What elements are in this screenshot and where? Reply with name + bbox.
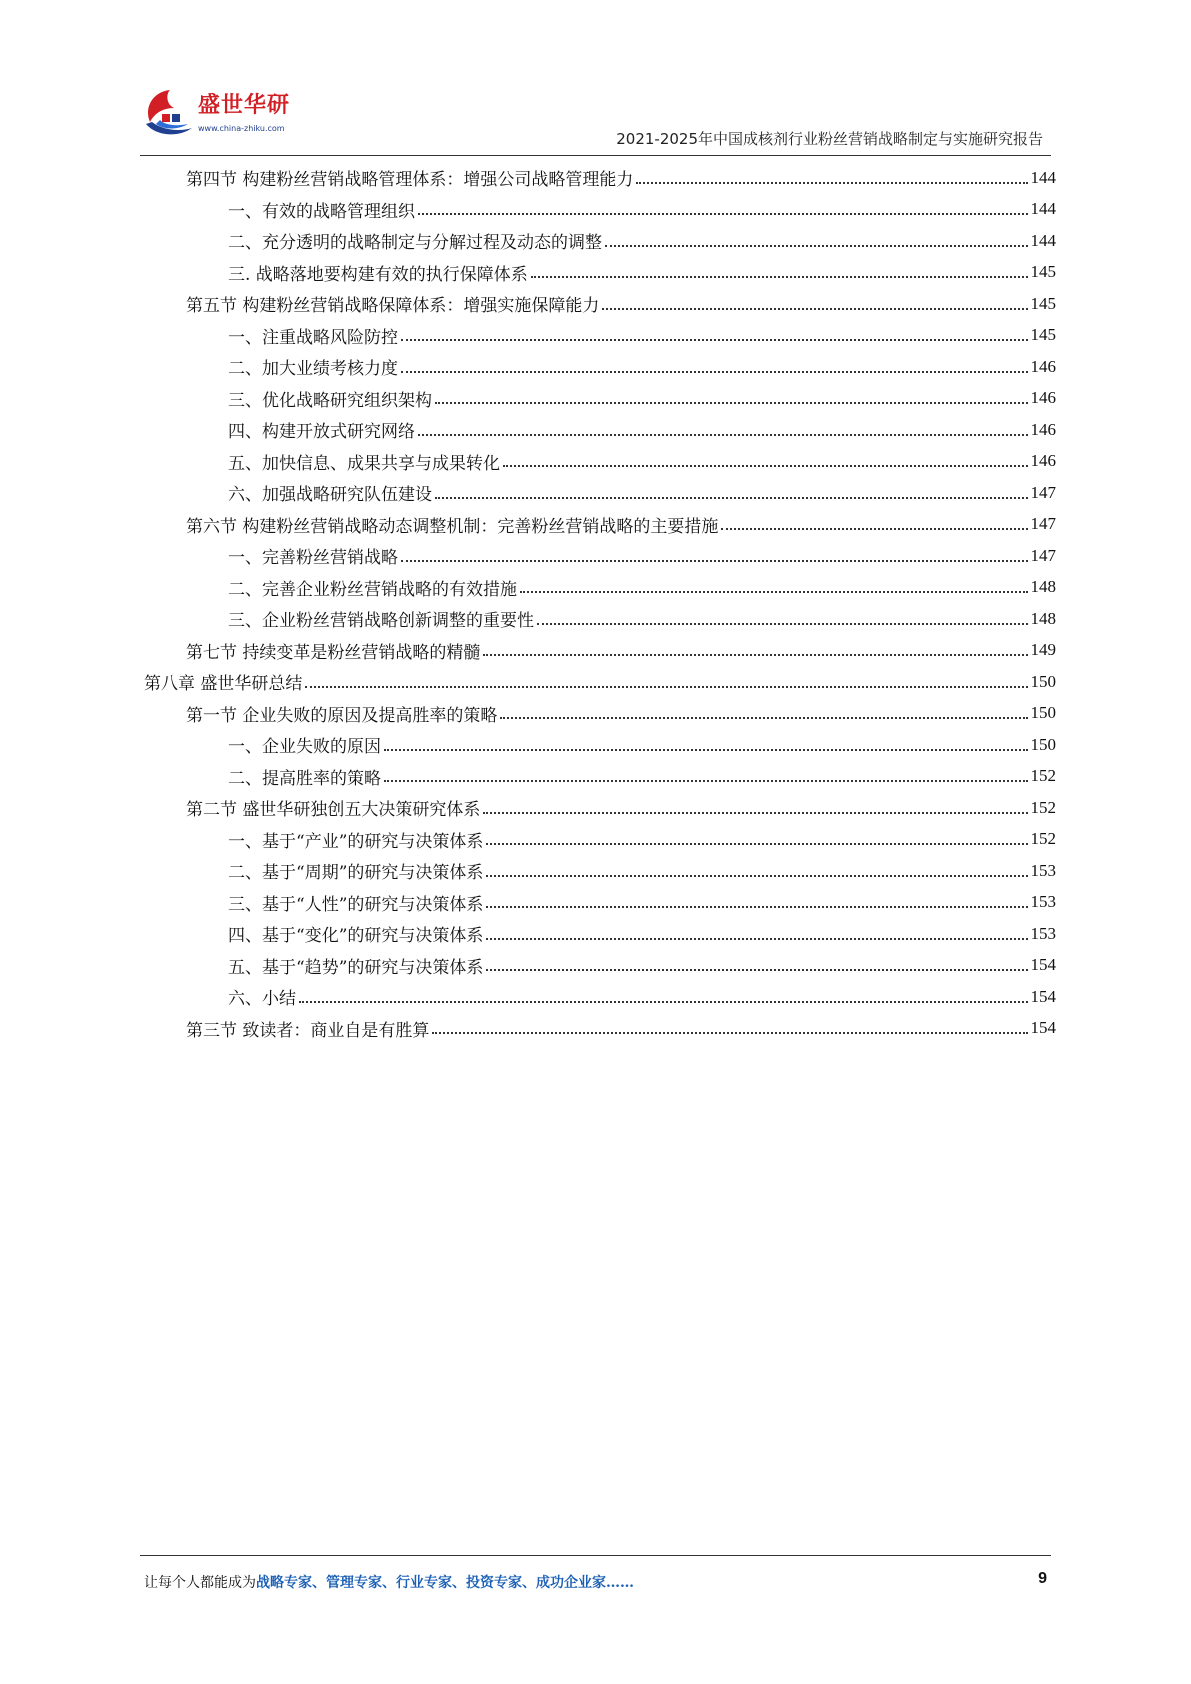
logo-text: 盛世华研 [198,93,291,118]
toc-dot-leader [602,308,1027,310]
toc-entry-page: 145 [1030,293,1056,313]
toc-entry-page: 144 [1030,199,1056,219]
toc-entry[interactable] [144,162,1056,194]
table-of-contents [144,162,1056,1044]
toc-dot-leader [537,623,1028,625]
toc-entry-page: 152 [1030,829,1056,849]
toc-entry[interactable] [144,225,1056,257]
toc-entry-label: 第五节 构建粉丝营销战略保障体系：增强实施保障能力 [186,296,600,317]
toc-entry-label: 第三节 致读者：商业自是有胜算 [186,1020,430,1041]
toc-entry[interactable] [144,540,1056,572]
toc-dot-leader [486,875,1027,877]
header-divider [140,155,1051,156]
toc-entry-page: 147 [1030,545,1056,565]
toc-entry[interactable] [144,950,1056,982]
toc-entry-page: 145 [1030,325,1056,345]
toc-entry[interactable] [144,509,1056,541]
toc-entry-label: 三、优化战略研究组织架构 [228,390,432,411]
toc-entry-page: 146 [1030,388,1056,408]
toc-dot-leader [520,591,1028,593]
toc-entry-label: 二、基于“周期”的研究与决策体系 [228,863,484,884]
toc-dot-leader [605,245,1028,247]
toc-entry-page: 147 [1030,514,1056,534]
toc-entry-page: 150 [1030,703,1056,723]
toc-entry-label: 二、提高胜率的策略 [228,768,381,789]
toc-entry-page: 144 [1030,230,1056,250]
toc-entry-page: 150 [1030,671,1056,691]
toc-entry[interactable] [144,824,1056,856]
toc-entry-page: 149 [1030,640,1056,660]
toc-entry-label: 五、加快信息、成果共享与成果转化 [228,453,500,474]
toc-entry[interactable] [144,351,1056,383]
toc-entry-label: 四、构建开放式研究网络 [228,422,415,443]
toc-entry[interactable] [144,194,1056,226]
toc-entry-page: 154 [1030,955,1056,975]
toc-dot-leader [500,717,1027,719]
toc-entry[interactable] [144,855,1056,887]
toc-entry[interactable] [144,383,1056,415]
toc-dot-leader [486,969,1027,971]
toc-entry-label: 一、企业失败的原因 [228,737,381,758]
toc-entry[interactable] [144,981,1056,1013]
toc-entry-page: 148 [1030,608,1056,628]
toc-entry-label: 三、基于“人性”的研究与决策体系 [228,894,484,915]
toc-entry[interactable] [144,320,1056,352]
toc-entry[interactable] [144,918,1056,950]
toc-entry-page: 148 [1030,577,1056,597]
logo-url: www.china-zhiku.com [198,124,285,133]
toc-entry-label: 六、加强战略研究队伍建设 [228,485,432,506]
toc-entry-label: 六、小结 [228,989,296,1010]
footer-slogan [144,1572,634,1592]
toc-entry-page: 153 [1030,892,1056,912]
toc-entry-page: 145 [1030,262,1056,282]
toc-entry[interactable] [144,477,1056,509]
toc-entry-label: 第四节 构建粉丝营销战略管理体系：增强公司战略管理能力 [186,170,634,191]
toc-dot-leader [435,402,1028,404]
toc-dot-leader [384,780,1028,782]
footer-slogan-highlight: 战略专家、管理专家、行业专家、投资专家、成功企业家…… [256,1575,634,1591]
toc-dot-leader [418,434,1028,436]
page-number: 9 [1038,1570,1047,1587]
toc-entry-page: 152 [1030,766,1056,786]
toc-entry-label: 四、基于“变化”的研究与决策体系 [228,926,484,947]
toc-entry-page: 153 [1030,923,1056,943]
toc-entry[interactable] [144,761,1056,793]
toc-entry-page: 146 [1030,451,1056,471]
toc-entry-label: 三. 战略落地要构建有效的执行保障体系 [228,264,528,285]
toc-entry-label: 五、基于“趋势”的研究与决策体系 [228,957,484,978]
toc-dot-leader [483,812,1027,814]
toc-entry[interactable] [144,635,1056,667]
toc-entry-page: 146 [1030,419,1056,439]
toc-dot-leader [299,1001,1028,1003]
footer-slogan-prefix: 让每个人都能成为 [144,1575,256,1591]
toc-entry-label: 第一节 企业失败的原因及提高胜率的策略 [186,705,498,726]
report-title: 2021-2025年中国成核剂行业粉丝营销战略制定与实施研究报告 [616,130,1043,148]
toc-entry-page: 147 [1030,482,1056,502]
toc-entry-label: 二、完善企业粉丝营销战略的有效措施 [228,579,517,600]
toc-entry-page: 154 [1030,1018,1056,1038]
toc-entry-label: 二、充分透明的战略制定与分解过程及动态的调整 [228,233,602,254]
toc-entry-page: 154 [1030,986,1056,1006]
toc-dot-leader [401,560,1028,562]
toc-dot-leader [503,465,1028,467]
toc-entry[interactable] [144,414,1056,446]
toc-entry[interactable] [144,698,1056,730]
toc-entry[interactable] [144,1013,1056,1045]
toc-entry-label: 一、完善粉丝营销战略 [228,548,398,569]
toc-entry[interactable] [144,257,1056,289]
toc-entry-page: 150 [1030,734,1056,754]
toc-dot-leader [432,1032,1027,1034]
toc-entry-page: 152 [1030,797,1056,817]
toc-entry[interactable] [144,288,1056,320]
toc-entry-label: 一、基于“产业”的研究与决策体系 [228,831,484,852]
toc-entry[interactable] [144,887,1056,919]
toc-dot-leader [486,938,1027,940]
toc-entry[interactable] [144,446,1056,478]
toc-dot-leader [305,686,1027,688]
toc-dot-leader [721,528,1027,530]
toc-entry-page: 144 [1030,167,1056,187]
toc-dot-leader [636,182,1027,184]
toc-dot-leader [384,749,1028,751]
toc-entry[interactable] [144,792,1056,824]
toc-dot-leader [531,276,1028,278]
toc-entry-page: 153 [1030,860,1056,880]
toc-entry[interactable] [144,666,1056,698]
toc-dot-leader [486,906,1027,908]
toc-dot-leader [401,339,1028,341]
toc-dot-leader [418,213,1028,215]
toc-entry-label: 第六节 构建粉丝营销战略动态调整机制：完善粉丝营销战略的主要措施 [186,516,719,537]
toc-entry-label: 一、注重战略风险防控 [228,327,398,348]
toc-entry-label: 第二节 盛世华研独创五大决策研究体系 [186,800,481,821]
toc-dot-leader [435,497,1028,499]
toc-dot-leader [483,654,1027,656]
company-logo [140,84,310,150]
toc-dot-leader [401,371,1028,373]
toc-entry-label: 第七节 持续变革是粉丝营销战略的精髓 [186,642,481,663]
toc-entry-page: 146 [1030,356,1056,376]
footer-divider [140,1555,1051,1556]
toc-entry-label: 一、有效的战略管理组织 [228,201,415,222]
toc-entry[interactable] [144,572,1056,604]
toc-entry-label: 二、加大业绩考核力度 [228,359,398,380]
logo-emblem-icon [140,84,198,144]
toc-entry[interactable] [144,729,1056,761]
toc-entry-label: 三、企业粉丝营销战略创新调整的重要性 [228,611,534,632]
toc-entry-label: 第八章 盛世华研总结 [144,674,303,695]
toc-entry[interactable] [144,603,1056,635]
toc-dot-leader [486,843,1027,845]
